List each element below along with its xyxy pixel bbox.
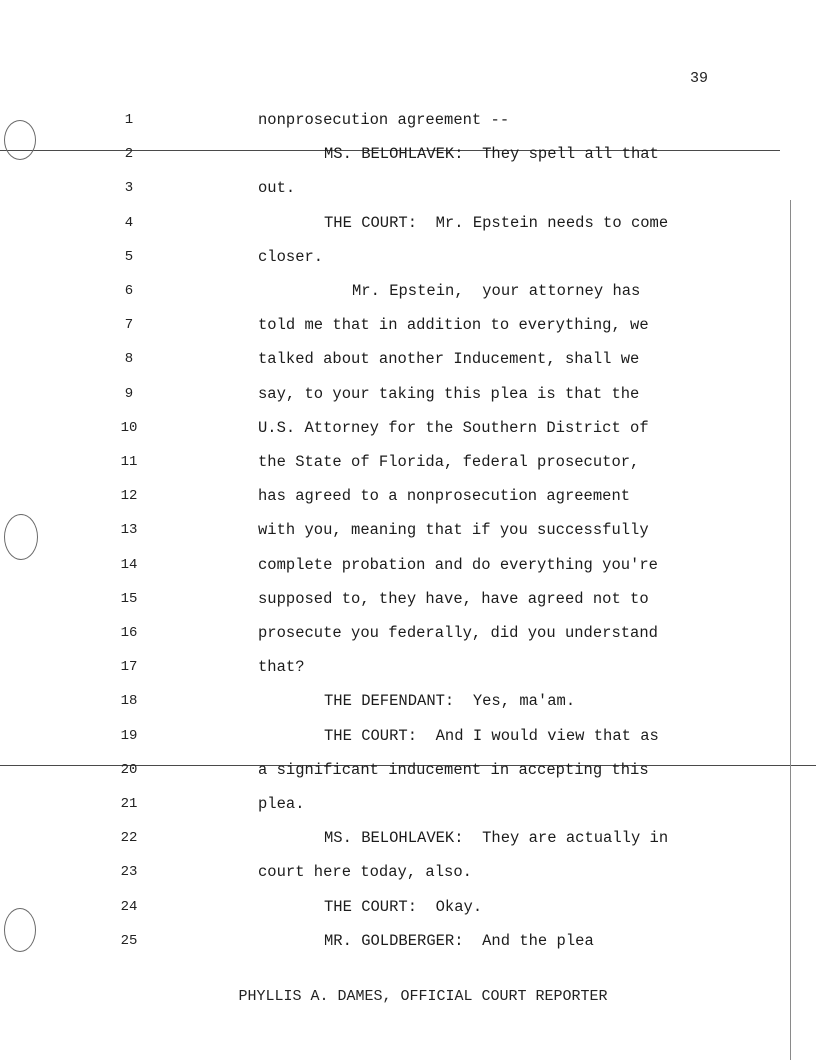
line-number: 25 xyxy=(120,932,138,949)
line-text: U.S. Attorney for the Southern District of xyxy=(258,418,649,437)
line-text: closer. xyxy=(258,247,324,266)
line-number: 6 xyxy=(124,283,134,299)
line-number: 20 xyxy=(120,761,138,778)
line-number: 4 xyxy=(124,214,134,231)
line-number: 7 xyxy=(124,317,134,334)
line-text: plea. xyxy=(258,795,305,813)
transcript-line xyxy=(0,582,816,616)
line-number: 19 xyxy=(120,727,138,744)
line-number: 5 xyxy=(124,248,134,265)
line-text: has agreed to a nonprosecution agreement xyxy=(258,487,631,506)
line-text: told me that in addition to everything, we xyxy=(258,316,649,335)
line-number: 14 xyxy=(120,556,138,573)
transcript-line xyxy=(0,855,816,889)
page-number: 39 xyxy=(690,70,709,87)
transcript-line xyxy=(0,308,816,342)
line-number: 24 xyxy=(120,898,138,915)
transcript-line xyxy=(0,650,816,684)
transcript-line xyxy=(0,787,816,821)
line-number: 22 xyxy=(120,830,138,847)
transcript-line xyxy=(0,206,816,240)
line-number: 10 xyxy=(120,419,138,436)
line-number: 16 xyxy=(120,625,138,641)
line-text: the State of Florida, federal prosecutor, xyxy=(258,453,640,471)
line-number: 8 xyxy=(124,351,134,368)
transcript-line xyxy=(0,924,816,958)
transcript-line xyxy=(0,274,816,308)
line-text: talked about another Inducement, shall we xyxy=(258,350,640,369)
line-text: court here today, also. xyxy=(258,863,472,882)
line-text: that? xyxy=(258,658,305,677)
line-number: 12 xyxy=(120,488,138,505)
line-text: MS. BELOHLAVEK: They spell all that xyxy=(324,145,659,164)
transcript-line xyxy=(0,240,816,274)
transcript-line xyxy=(0,753,816,787)
transcript-line xyxy=(0,513,816,547)
transcript-line xyxy=(0,548,816,582)
line-text: THE COURT: Okay. xyxy=(324,897,483,916)
line-text: THE DEFENDANT: Yes, ma'am. xyxy=(324,692,576,711)
line-number: 15 xyxy=(120,590,138,607)
transcript-line xyxy=(0,616,816,650)
footer-reporter: PHYLLIS A. DAMES, OFFICIAL COURT REPORTER xyxy=(238,988,608,1005)
transcript-line xyxy=(0,684,816,718)
line-text: nonprosecution agreement -- xyxy=(258,111,510,129)
transcript-line xyxy=(0,445,816,479)
transcript-line xyxy=(0,719,816,753)
line-number: 13 xyxy=(120,522,138,539)
transcript-line xyxy=(0,411,816,445)
transcript-line xyxy=(0,103,816,137)
transcript-line xyxy=(0,821,816,855)
line-text: complete probation and do everything you're xyxy=(258,555,658,574)
transcript-line xyxy=(0,137,816,171)
transcript-line xyxy=(0,890,816,924)
line-text: out. xyxy=(258,179,296,198)
transcript-line xyxy=(0,342,816,376)
line-text: a significant inducement in accepting this xyxy=(258,760,649,779)
transcript-line xyxy=(0,479,816,513)
line-text: with you, meaning that if you successfully xyxy=(258,521,649,540)
line-text: say, to your taking this plea is that the xyxy=(258,384,640,403)
line-number: 2 xyxy=(124,146,134,163)
line-text: MS. BELOHLAVEK: They are actually in xyxy=(324,829,669,848)
line-number: 17 xyxy=(120,659,138,676)
line-number: 3 xyxy=(124,180,134,197)
line-text: Mr. Epstein, your attorney has xyxy=(352,282,641,300)
line-number: 18 xyxy=(120,693,138,710)
transcript-line xyxy=(0,171,816,205)
line-text: THE COURT: And I would view that as xyxy=(324,726,659,745)
line-text: prosecute you federally, did you understand xyxy=(258,624,658,642)
line-text: supposed to, they have, have agreed not to xyxy=(258,589,649,608)
line-number: 23 xyxy=(120,864,138,881)
line-number: 9 xyxy=(124,385,134,402)
line-number: 11 xyxy=(120,454,138,470)
transcript-line xyxy=(0,377,816,411)
line-number: 1 xyxy=(124,112,134,128)
line-text: THE COURT: Mr. Epstein needs to come xyxy=(324,213,669,232)
line-text: MR. GOLDBERGER: And the plea xyxy=(324,931,594,950)
line-number: 21 xyxy=(120,796,138,812)
